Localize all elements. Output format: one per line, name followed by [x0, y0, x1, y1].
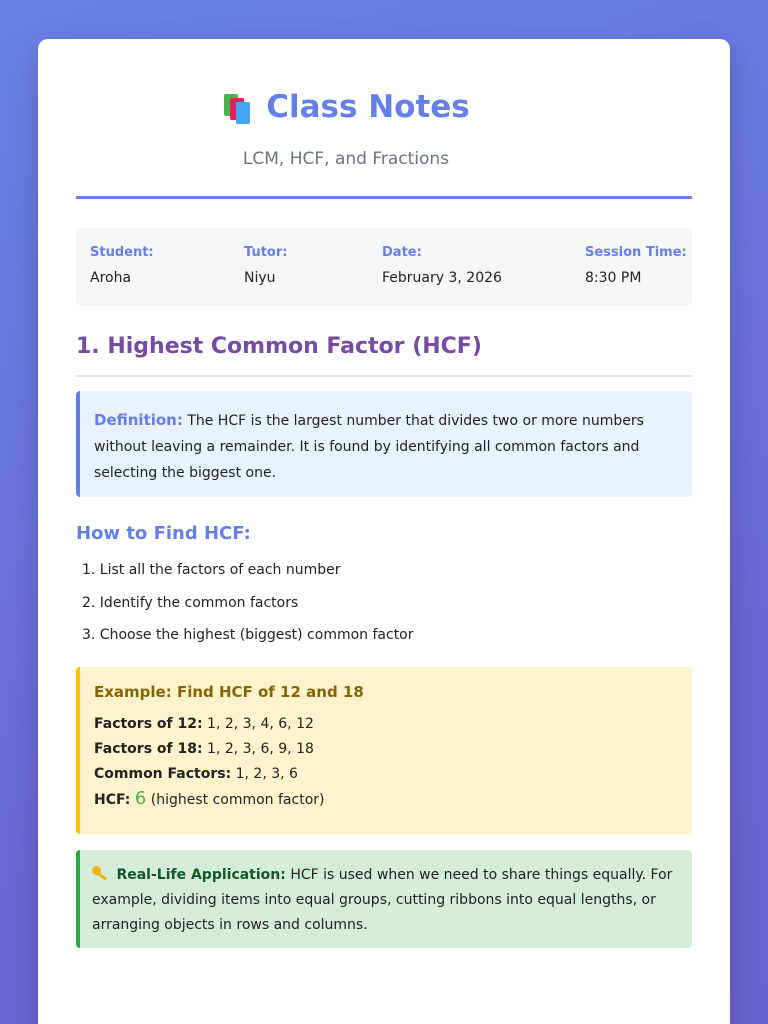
howto-heading: How to Find HCF: — [76, 523, 251, 544]
example-box — [76, 667, 692, 834]
hcf-label: HCF: — [94, 792, 131, 808]
student-label: Student: — [90, 245, 154, 260]
real-life-text: HCF is used when we need to share things equally. For example, dividing items into equal groups, cutting ribbons into equal lengths, or arranging objects in rows and columns. — [92, 867, 673, 933]
page-subtitle: LCM, HCF, and Fractions — [242, 149, 450, 169]
hcf-note: (highest common factor) — [150, 792, 325, 808]
key-icon — [92, 866, 108, 880]
tutor-field — [244, 245, 287, 286]
hcf-value: 6 — [134, 788, 147, 809]
real-life-box — [76, 850, 692, 948]
notes-card — [38, 39, 730, 1024]
factors-12-value: 1, 2, 3, 4, 6, 12 — [207, 716, 314, 732]
common-factors-label: Common Factors: — [94, 766, 232, 782]
definition-box — [76, 391, 692, 497]
student-field — [90, 245, 154, 286]
definition-label: Definition: — [94, 411, 183, 429]
list-item: 2. Identify the common factors — [82, 594, 299, 611]
common-factors-value: 1, 2, 3, 6 — [235, 766, 298, 782]
list-item: 3. Choose the highest (biggest) common factor — [82, 627, 414, 643]
section-divider — [76, 375, 692, 377]
date-field — [382, 245, 502, 286]
factors-12-row — [94, 713, 678, 738]
tutor-value: Niyu — [244, 270, 276, 286]
example-title: Example: Find HCF of 12 and 18 — [94, 683, 364, 701]
definition-text: The HCF is the largest number that divides two or more numbers without leaving a remainder. It is found by identifying all common factors and selecting the biggest one. — [94, 413, 644, 481]
session-time-label: Session Time: — [585, 245, 687, 260]
page-title-text: Class Notes — [266, 89, 470, 125]
factors-18-value: 1, 2, 3, 6, 9, 18 — [207, 741, 314, 757]
date-label: Date: — [382, 245, 422, 260]
date-value: February 3, 2026 — [382, 270, 502, 286]
factors-12-label: Factors of 12: — [94, 716, 203, 732]
session-time-field — [585, 245, 687, 286]
real-life-label: Real-Life Application: — [116, 867, 286, 883]
books-icon — [222, 90, 254, 124]
factors-18-row — [94, 738, 678, 763]
section-title: 1. Highest Common Factor (HCF) — [76, 334, 482, 359]
list-item: 1. List all the factors of each number — [82, 562, 341, 578]
session-time-value: 8:30 PM — [585, 270, 642, 286]
common-factors-row — [94, 763, 678, 788]
session-info — [76, 228, 692, 306]
tutor-label: Tutor: — [244, 245, 288, 260]
hcf-row — [94, 788, 678, 813]
page-title — [38, 89, 654, 125]
factors-18-label: Factors of 18: — [94, 741, 203, 757]
steps-list — [82, 562, 414, 660]
header-divider — [76, 196, 692, 199]
student-value: Aroha — [90, 270, 132, 286]
